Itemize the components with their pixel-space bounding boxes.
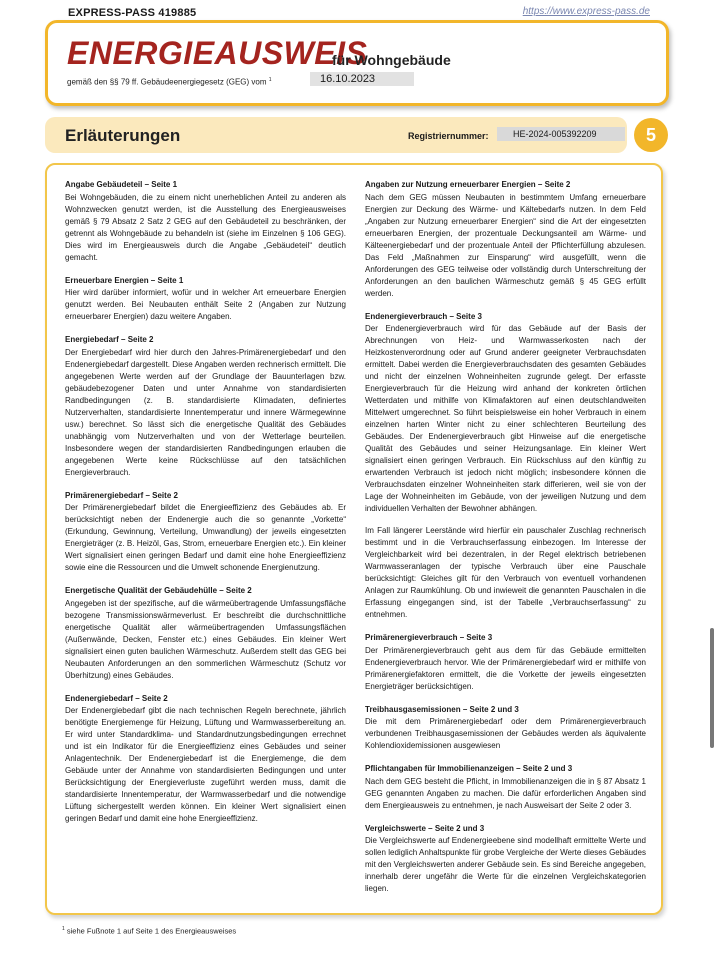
section-header [45, 117, 627, 153]
section-paragraph: Bei Wohngebäuden, die zu einem nicht unerheblichen Anteil zu anderen als Wohnzwecken genutzt werden, ist die Ausstellung des Energieausweises gemäß § 79 Absatz 2 Satz 2 GEG auf den Gebäudeteil zu beschränken, der getrennt als Wohngebäude zu behandeln ist (siehe im Einzelnen § 106 GEG). Dies wird im Energieausweis durch die Angabe „Gebäudeteil“ deutlich gemacht. [65, 192, 346, 262]
section-paragraph: Der Endenergieverbrauch wird für das Gebäude auf der Basis der Abrechnungen von Heiz- und Warmwasserkosten nach der Heizkostenverordnung oder auf Grund anderer geeigneter Verbrauchsdaten ermittelt. Dabei werden die Energieverbrauchsdaten des gesamten Gebäudes und nicht der einzelnen Wohneinheiten zugrunde gelegt. Der erfasste Energieverbrauch für die Heizung wird anhand der konkreten örtlichen Wetterdaten und mithilfe von Klimafaktoren auf einen deutschlandweiten Mittelwert umgerechnet. So führt beispielsweise ein hoher Verbrauch in einem einzelnen harten Winter nicht zu einer schlechteren Beurteilung des Gebäudes. Der Endenergieverbrauch gibt Hinweise auf die energetische Qualität des Gebäudes und seiner Heizungsanlage. Ein kleiner Wert signalisiert einen geringen Verbrauch. Ein Rückschluss auf den künftig zu erwartenden Verbrauch ist jedoch nicht möglich; insbesondere können die Verbrauchsdaten einzelner Wohneinheiten stark differieren, weil sie von der Lage der Wohneinheiten im Gebäude, von der jeweiligen Nutzung und dem individuellen Verhalten der Bewohner abhängen. [365, 324, 646, 513]
section-heading: Endenergieverbrauch – Seite 3 [365, 311, 482, 321]
website-link[interactable]: https://www.express-pass.de [522, 6, 650, 17]
top-bar [0, 0, 716, 20]
explanation-section [365, 179, 646, 300]
section-heading: Primärenergieverbrauch – Seite 3 [365, 633, 493, 642]
section-heading: Energiebedarf – Seite 2 [65, 335, 154, 344]
section-paragraph: Hier wird darüber informiert, wofür und in welcher Art erneuerbare Energien genutzt werden. Bei Neubauten enthält Seite 2 (Angaben zur Nutzung erneuerbarer Energien) dazu weitere Angaben. [65, 288, 346, 321]
page-number-badge: 5 [634, 118, 668, 152]
section-paragraph: Der Endenergiebedarf gibt die nach technischen Regeln berechnete, jährlich benötigte Energiemenge für Heizung, Lüftung und Warmwasserbereitung an. Er wird unter Standardklima- und Standardnutzungsbedingungen errechnet und ist ein Indikator für die Energieeffizienz eines Gebäudes und seiner Anlagentechnik. Der Endenergiebedarf ist die Energiemenge, die dem Gebäude unter der Annahme von standardisierten Bedingungen und unter Berücksichtigung der Energieverluste zugeführt werden muss, damit die standardisierte Innentemperatur, der Warmwasserbedarf und die notwendige Lüftung sichergestellt werden können. Ein kleiner Wert signalisiert einen geringen Bedarf und damit eine hohe Energieeffizienz. [65, 706, 346, 823]
explanation-section [365, 632, 646, 693]
date-field: 16.10.2023 [310, 72, 414, 86]
left-column [65, 179, 346, 836]
section-heading: Pflichtangaben für Immobilienanzeigen – Seite 2 und 3 [365, 764, 573, 773]
footnote-text: siehe Fußnote 1 auf Seite 1 des Energieausweises [66, 926, 237, 936]
section-paragraph: Angegeben ist der spezifische, auf die wärmeübertragende Umfassungsfläche bezogene Transmissionswärmeverlust. Er beschreibt die durchschnittliche energetische Qualität aller wärmeübertragenden Umfassungsflächen (Außenwände, Decken, Fenster etc.) eines Gebäudes. Ein kleiner Wert signalisiert einen guten baulichen Wärmeschutz. Außerdem stellt das GEG bei Neubauten Anforderungen an den sommerlichen Wärmeschutz (Schutz vor Überhitzung) eines Gebäudes. [65, 598, 346, 680]
explanation-section [365, 823, 646, 896]
page-title: ENERGIEAUSWEIS [67, 35, 368, 71]
explanation-section [365, 763, 646, 812]
section-heading: Endenergiebedarf – Seite 2 [65, 693, 168, 703]
explanation-section [365, 311, 646, 622]
section-heading: Treibhausgasemissionen – Seite 2 und 3 [365, 704, 519, 714]
section-heading: Erneuerbare Energien – Seite 1 [65, 275, 184, 285]
section-heading: Angaben zur Nutzung erneuerbarer Energien – Seite 2 [365, 180, 571, 189]
explanation-section [65, 585, 346, 682]
law-footnote-mark: 1 [268, 77, 272, 83]
law-text: gemäß den §§ 79 ff. Gebäudeenergiegesetz (GEG) vom [67, 77, 267, 87]
explanation-section [65, 334, 346, 479]
law-reference [67, 77, 272, 87]
section-paragraph: Im Fall längerer Leerstände wird hierfür ein pauschaler Zuschlag rechnerisch bestimmt und in die Verbrauchserfassung einbezogen. Im Interesse der Vergleichbarkeit wird bei dezentralen, in der Regel elektrisch betriebenen Warmwasseranlagen der typische Verbrauch über eine Pauschale berücksichtigt: Gleiches gilt für den Verbrauch von eventuell vorhandenen Anlagen zur Raumkühlung. Ob und inwieweit die genannten Pauschalen in die Erfassung eingegangen sind, ist der Tabelle „Verbrauchserfassung“ zu entnehmen. [365, 526, 646, 619]
section-paragraph: Nach dem GEG müssen Neubauten in bestimmtem Umfang erneuerbare Energien zur Deckung des Wärme- und Kältebedarfs nutzen. In dem Feld „Angaben zur Nutzung erneuerbarer Energien“ sind die Art der eingesetzten erneuerbaren Energien, der prozentuale Deckungsanteil am Wärme- und Kälteenergiebedarf und der prozentuale Anteil der Pflichterfüllung abzulesen. Das Feld „Maßnahmen zur Einsparung“ wird ausgefüllt, wenn die Anforderungen des GEG teilweise oder vollständig durch Unterschreitung der Anforderungen an den baulichen Wärmeschutz gemäß § 45 GEG erfüllt werden. [365, 192, 646, 298]
explanations-box [45, 163, 663, 915]
registration-label: Registriernummer: [408, 131, 489, 141]
header-box [45, 20, 669, 106]
explanation-section [65, 693, 346, 826]
section-paragraph: Die mit dem Primärenergiebedarf oder dem Primärenergieverbrauch verbundenen Treibhausgasemissionen der Gebäudes werden als äquivalente Kohlendioxidemissionen ausgewiesen [365, 717, 646, 750]
explanation-section [65, 275, 346, 324]
section-heading: Energetische Qualität der Gebäudehülle – Seite 2 [65, 586, 252, 595]
explanation-section [365, 704, 646, 753]
section-paragraph: Der Primärenergiebedarf bildet die Energieeffizienz des Gebäudes ab. Er berücksichtigt neben der Endenergie auch die so genannte „Vorkette“ (Erkundung, Gewinnung, Verteilung, Umwandlung) der jeweils eingesetzten Energieträger (z. B. Heizöl, Gas, Strom, erneuerbare Energien etc.). Ein kleiner Wert signalisiert einen geringen Bedarf und damit eine hohe Energieeffizienz sowie eine die Ressourcen und die Umwelt schonende Energienutzung. [65, 503, 346, 572]
section-title: Erläuterungen [65, 126, 181, 145]
document-id: EXPRESS-PASS 419885 [68, 7, 197, 19]
section-paragraph: Der Energiebedarf wird hier durch den Jahres-Primärenergiebedarf und den Endenergiebedarf dargestellt. Diese Angaben werden rechnerisch ermittelt. Die angegebenen Werte werden auf der Grundlage der Bauunterlagen bzw. gebäudebezogener Daten und unter Annahme von standardisierten Randbedingungen (z. B. standardisierte Klimadaten, definiertes Nutzerverhalten, standardisierte Innentemperatur und innere Wärmegewinne usw.) berechnet. So lässt sich die energetische Qualität des Gebäudes unabhängig vom Nutzerverhalten und von der Wetterlage beurteilen. Insbesondere wegen der standardisierten Randbedingungen erlauben die angegebenen Werte keine Rückschlüsse auf den tatsächlichen Energieverbrauch. [65, 347, 346, 477]
right-column [365, 179, 646, 906]
section-paragraph: Der Primärenergieverbrauch geht aus dem für das Gebäude ermittelten Endenergieverbrauch hervor. Wie der Primärenergiebedarf wird er mithilfe von Primärenergiefaktoren ermittelt, die die Vorkette der jeweils eingesetzten Energieträger berücksichtigen. [365, 645, 646, 691]
section-heading: Vergleichswerte – Seite 2 und 3 [365, 823, 485, 833]
section-heading: Angabe Gebäudeteil – Seite 1 [65, 180, 178, 189]
footnote-mark: 1 [62, 926, 65, 932]
section-heading: Primärenergiebedarf – Seite 2 [65, 490, 178, 500]
page-subtitle: für Wohngebäude [332, 52, 451, 68]
registration-number: HE-2024-005392209 [497, 127, 625, 141]
section-paragraph: Nach dem GEG besteht die Pflicht, in Immobilienanzeigen die in § 87 Absatz 1 GEG genannten Angaben zu machen. Die dafür erforderlichen Angaben sind dem Energieausweis zu entnehmen, je nach Ausweisart der Seite 2 oder 3. [365, 776, 646, 810]
footnote [62, 926, 236, 936]
scrollbar[interactable] [708, 0, 716, 960]
explanation-section [65, 490, 346, 575]
explanation-section [65, 179, 346, 264]
scrollbar-thumb[interactable] [710, 628, 714, 748]
section-paragraph: Die Vergleichswerte auf Endenergieebene sind modellhaft ermittelte Werte und sollen lediglich Anhaltspunkte für grobe Vergleiche der Werte dieses Gebäudes mit den Vergleichswerten anderer Gebäude sein. Es sind Bereiche angegeben, innerhalb derer ungefähr die Werte für die einzelnen Vergleichskategorien liegen. [365, 836, 646, 893]
